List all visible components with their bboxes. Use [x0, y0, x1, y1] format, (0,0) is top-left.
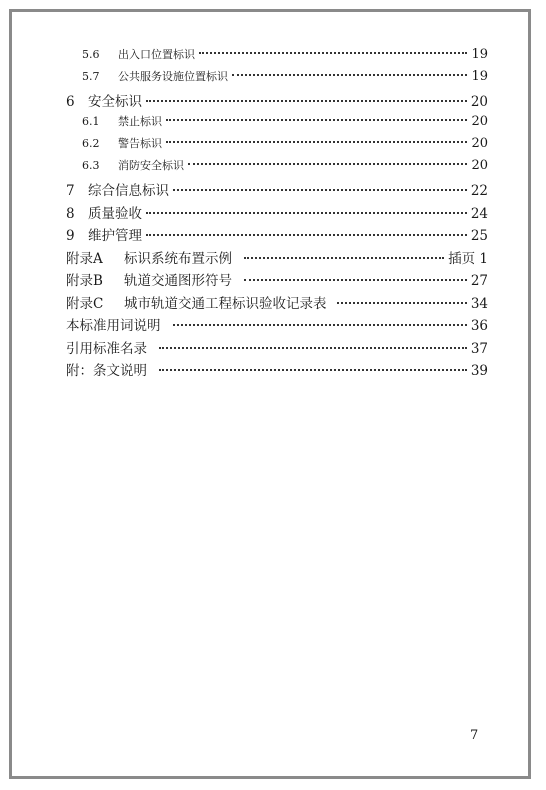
toc-entry-number: 8	[66, 206, 75, 222]
toc-entry-number: 7	[66, 183, 75, 199]
toc-entry-page: 36	[470, 318, 488, 334]
toc-entry-number: 6.1	[82, 115, 100, 128]
toc-entry-page: 19	[471, 47, 488, 62]
toc-leader-dots	[173, 324, 467, 326]
toc-entry-appendix-a[interactable]	[66, 247, 488, 267]
toc-entry-title: 综合信息标识	[88, 183, 169, 199]
toc-entry-title: 禁止标识	[118, 115, 162, 128]
toc-leader-dots	[146, 212, 467, 214]
toc-entry-page: 插页 1	[448, 251, 488, 267]
toc-entry-page: 25	[470, 228, 488, 244]
toc-entry-number: 5.7	[82, 70, 100, 83]
page-number: 7	[470, 728, 479, 743]
page-frame	[9, 9, 531, 779]
toc-entry-8[interactable]	[66, 202, 488, 222]
toc-entry-number: 附录A	[66, 251, 103, 267]
toc-leader-dots	[166, 141, 467, 143]
toc-entry-number: 6.2	[82, 137, 100, 150]
toc-entry-title: 质量验收	[88, 206, 142, 222]
toc-entry-title: 警告标识	[118, 137, 162, 150]
table-of-contents	[12, 12, 528, 776]
toc-entry-title: 本标准用词说明	[66, 318, 161, 334]
toc-entry-title: 出入口位置标识	[118, 48, 195, 61]
toc-entry-7[interactable]	[66, 179, 488, 199]
toc-entry-page: 39	[470, 363, 488, 379]
toc-entry-page: 37	[470, 341, 488, 357]
toc-leader-dots	[244, 279, 467, 281]
toc-entry-page: 20	[471, 158, 488, 173]
toc-entry-title: 引用标准名录	[66, 341, 147, 357]
toc-entry-page: 19	[471, 69, 488, 84]
toc-entry-referenced-standards[interactable]	[66, 337, 488, 357]
toc-entry-number: 附录C	[66, 296, 104, 312]
toc-entry-terms-explanation[interactable]	[66, 314, 488, 334]
toc-leader-dots	[159, 369, 467, 371]
toc-leader-dots	[166, 119, 467, 121]
toc-entry-number: 6	[66, 94, 75, 110]
toc-entry-title: 附：条文说明	[66, 363, 147, 379]
toc-entry-6-1[interactable]	[82, 113, 488, 129]
toc-entry-page: 22	[470, 183, 488, 199]
toc-entry-9[interactable]	[66, 224, 488, 244]
toc-entry-page: 27	[470, 273, 488, 289]
toc-entry-number: 6.3	[82, 159, 100, 172]
toc-entry-page: 34	[470, 296, 488, 312]
toc-leader-dots	[244, 257, 444, 259]
toc-entry-number: 5.6	[82, 48, 100, 61]
toc-leader-dots	[337, 302, 467, 304]
toc-entry-page: 24	[470, 206, 488, 222]
toc-entry-appendix-b[interactable]	[66, 269, 488, 289]
toc-entry-title: 维护管理	[88, 228, 142, 244]
toc-entry-title: 轨道交通图形符号	[124, 273, 232, 289]
toc-entry-title: 标识系统布置示例	[124, 251, 232, 267]
toc-leader-dots	[199, 52, 467, 54]
toc-entry-5-6[interactable]	[82, 46, 488, 62]
toc-entry-number: 9	[66, 228, 75, 244]
toc-entry-6[interactable]	[66, 90, 488, 110]
toc-entry-title: 城市轨道交通工程标识验收记录表	[124, 296, 327, 312]
toc-entry-6-2[interactable]	[82, 135, 488, 151]
toc-entry-number: 附录B	[66, 273, 103, 289]
toc-leader-dots	[159, 347, 467, 349]
toc-entry-page: 20	[471, 136, 488, 151]
toc-entry-6-3[interactable]	[82, 157, 488, 173]
toc-entry-appendix-c[interactable]	[66, 292, 488, 312]
toc-entry-5-7[interactable]	[82, 68, 488, 84]
toc-entry-title: 安全标识	[88, 94, 142, 110]
toc-entry-clause-explanation[interactable]	[66, 359, 488, 379]
toc-entry-page: 20	[470, 94, 488, 110]
toc-leader-dots	[173, 189, 467, 191]
toc-entry-page: 20	[471, 114, 488, 129]
toc-leader-dots	[146, 100, 467, 102]
toc-leader-dots	[232, 74, 467, 76]
toc-leader-dots	[188, 163, 467, 165]
toc-entry-title: 消防安全标识	[118, 159, 184, 172]
toc-leader-dots	[146, 234, 467, 236]
toc-entry-title: 公共服务设施位置标识	[118, 70, 228, 83]
